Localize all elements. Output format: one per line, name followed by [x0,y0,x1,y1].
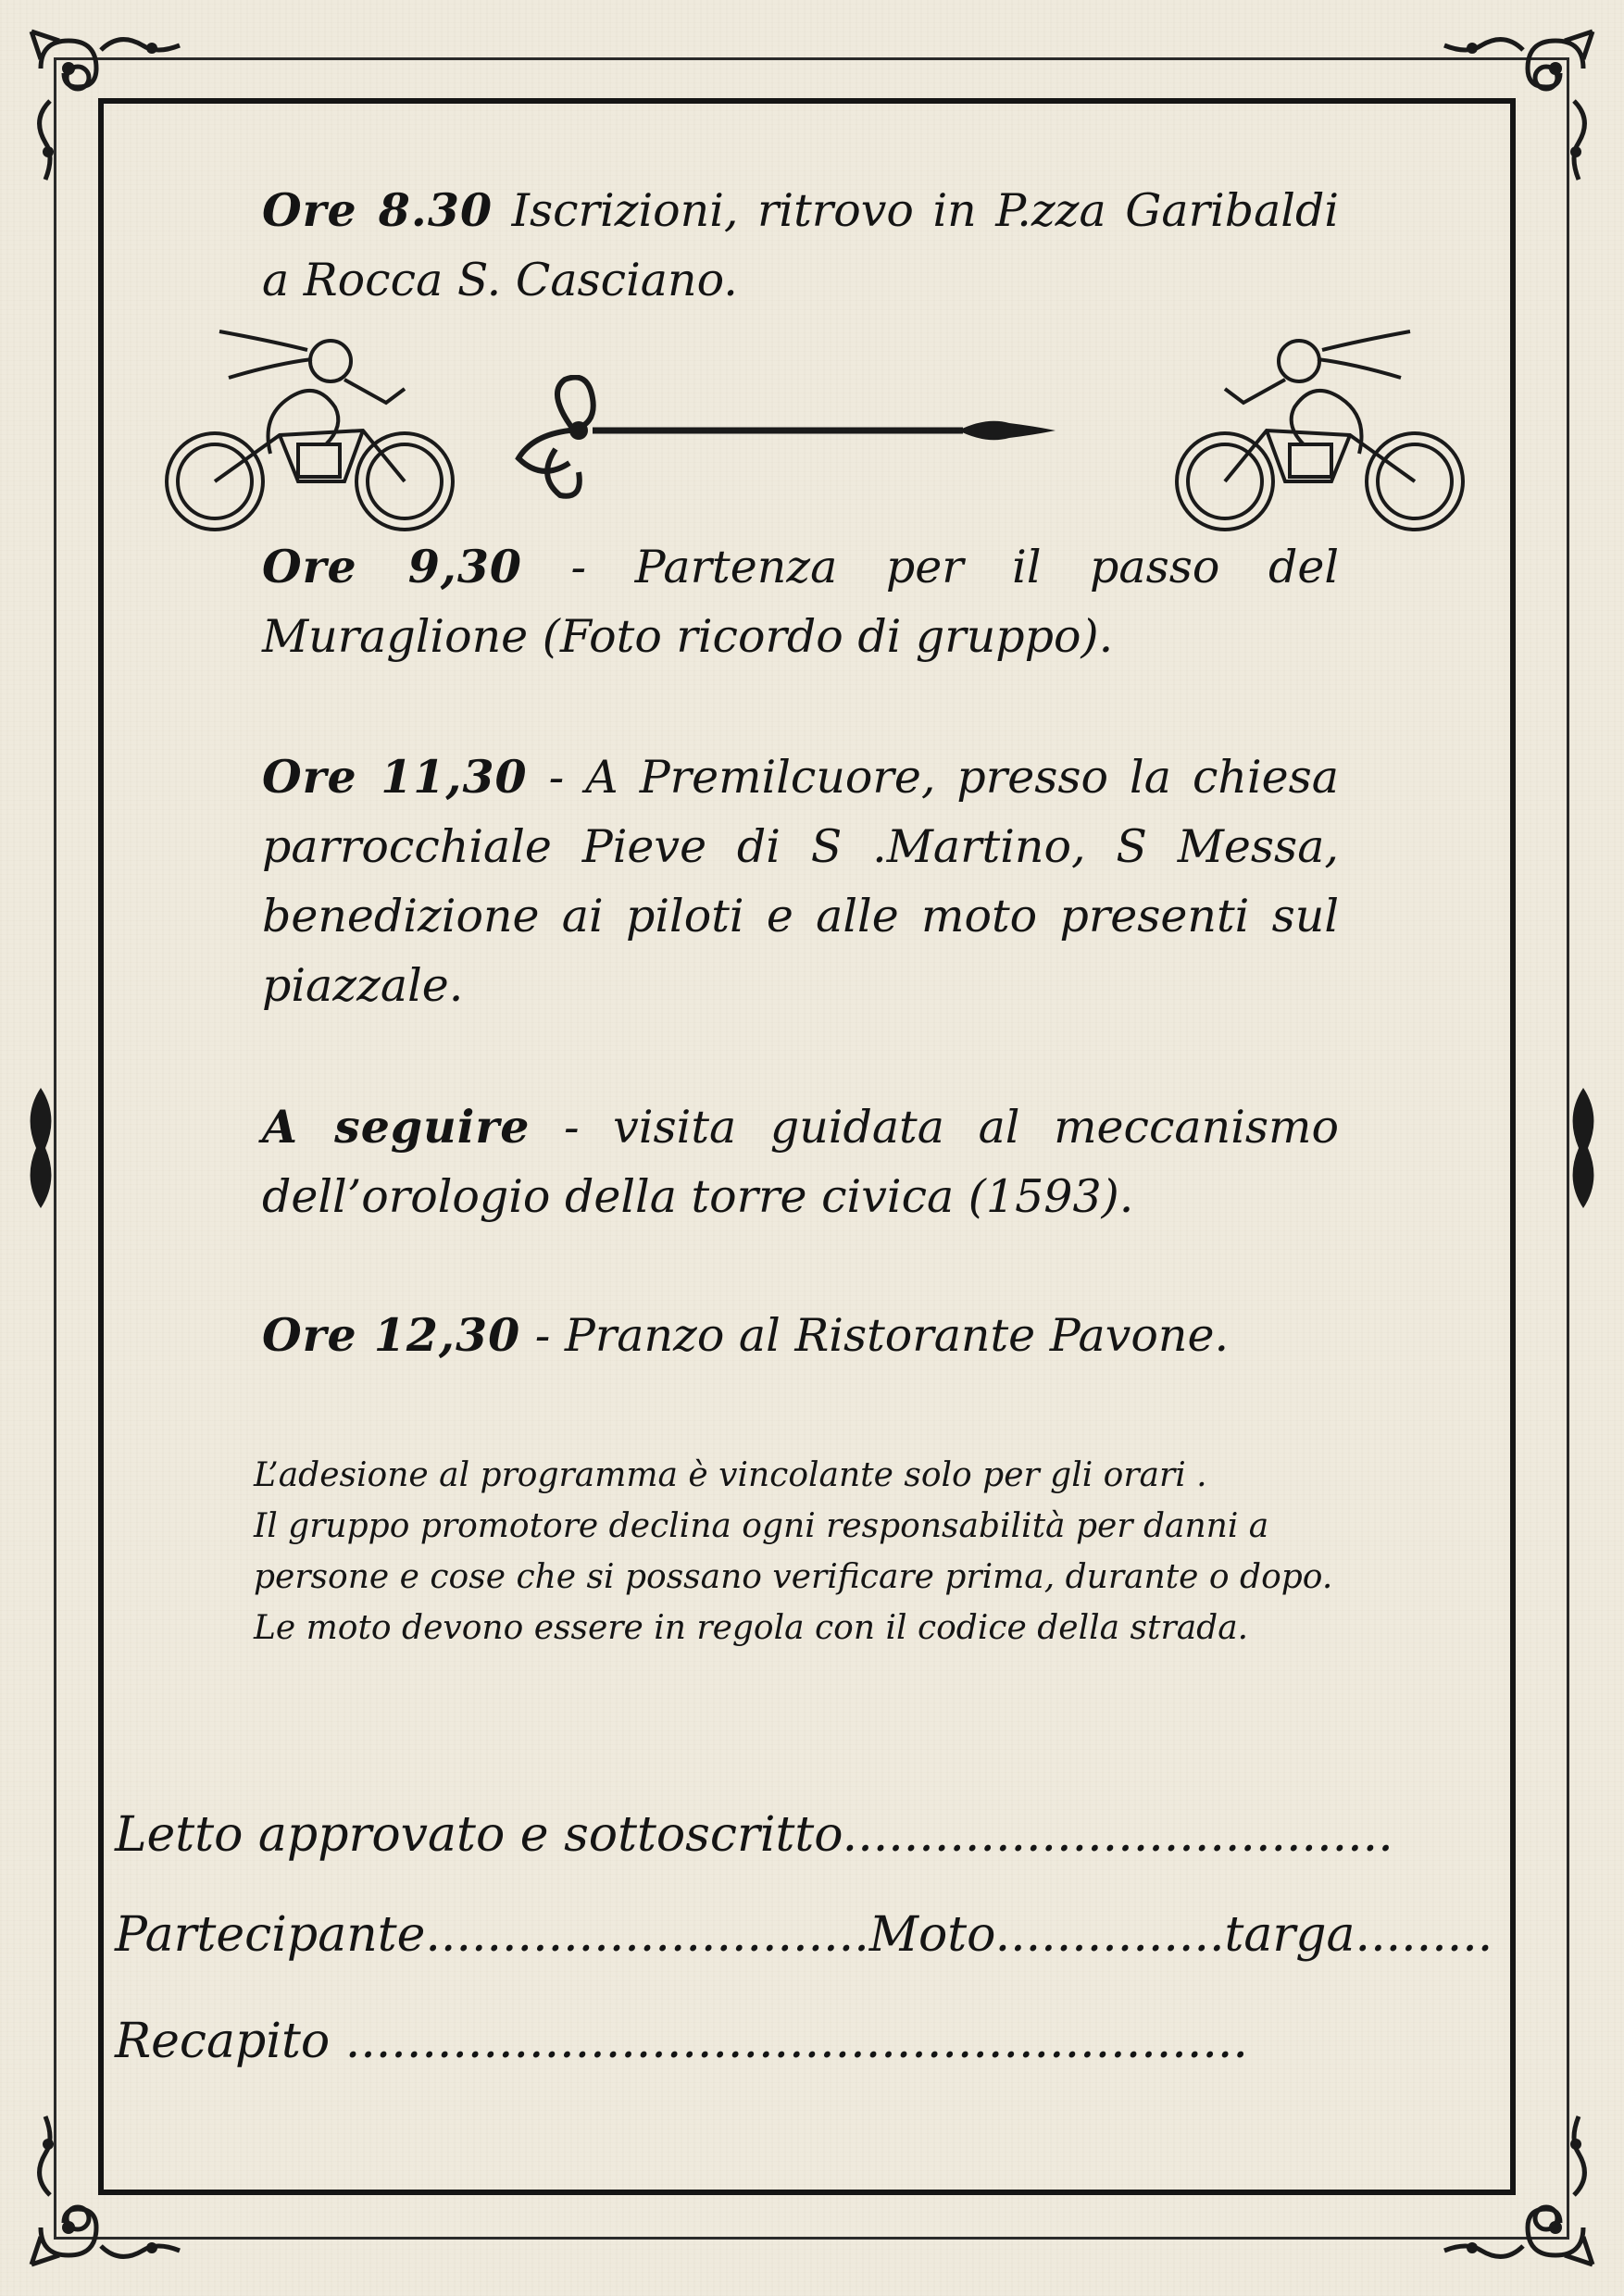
time-label: Ore 9,30 [262,540,523,593]
ornamental-corner-icon [1417,13,1611,207]
participant-line[interactable]: Partecipante.............................Moto...............targa......... [115,1907,1493,1963]
ornamental-corner-icon [13,2089,207,2283]
disclaimer-line: Il gruppo promotore declina ogni responsabilità per danni a [254,1507,1269,1545]
time-label: Ore 8.30 [262,183,493,237]
schedule-text: - A Premilcuore, presso la chiesa parrocchiale Pieve di S .Martino, S Messa, benedizione ai piloti e alle moto presenti sul piazzale. [262,751,1340,1012]
approval-line[interactable]: Letto approvato e sottoscritto.................................... [115,1807,1393,1863]
side-flourish-icon [1555,1088,1611,1208]
pen-flourish-divider [500,375,1111,505]
side-flourish-icon [13,1088,69,1208]
time-label: Ore 12,30 [262,1308,521,1362]
disclaimer-line: L’adesione al programma è vincolante solo per gli orari . [254,1456,1207,1494]
motorcyclist-icon [1165,324,1470,537]
schedule-text: Iscrizioni, ritrovo in P.zza Garibaldi a Rocca S. Casciano. [262,184,1339,306]
schedule-item-3 [262,742,1339,1020]
schedule-item-2 [262,532,1339,671]
contact-line[interactable]: Recapito ........................................................... [115,2014,1248,2069]
ornamental-corner-icon [13,13,207,207]
time-label: A seguire [262,1100,531,1154]
schedule-text: - visita guidata al meccanismo dell’orologio della torre civica (1593). [262,1101,1339,1223]
disclaimer-line: persone e cose che si possano verificare prima, durante o dopo. [254,1558,1333,1596]
motorcyclist-icon [159,324,465,537]
schedule-item-5 [262,1301,1339,1370]
disclaimer-line: Le moto devono essere in regola con il codice della strada. [254,1609,1249,1647]
time-label: Ore 11,30 [262,750,528,804]
disclaimer [254,1450,1420,1653]
schedule-item-1 [262,176,1339,315]
ornamental-corner-icon [1417,2089,1611,2283]
schedule-text: - Pranzo al Ristorante Pavone. [520,1309,1230,1362]
schedule-text: - Partenza per il passo del Muraglione (Foto ricordo di gruppo). [262,541,1339,663]
schedule-item-4 [262,1092,1339,1231]
